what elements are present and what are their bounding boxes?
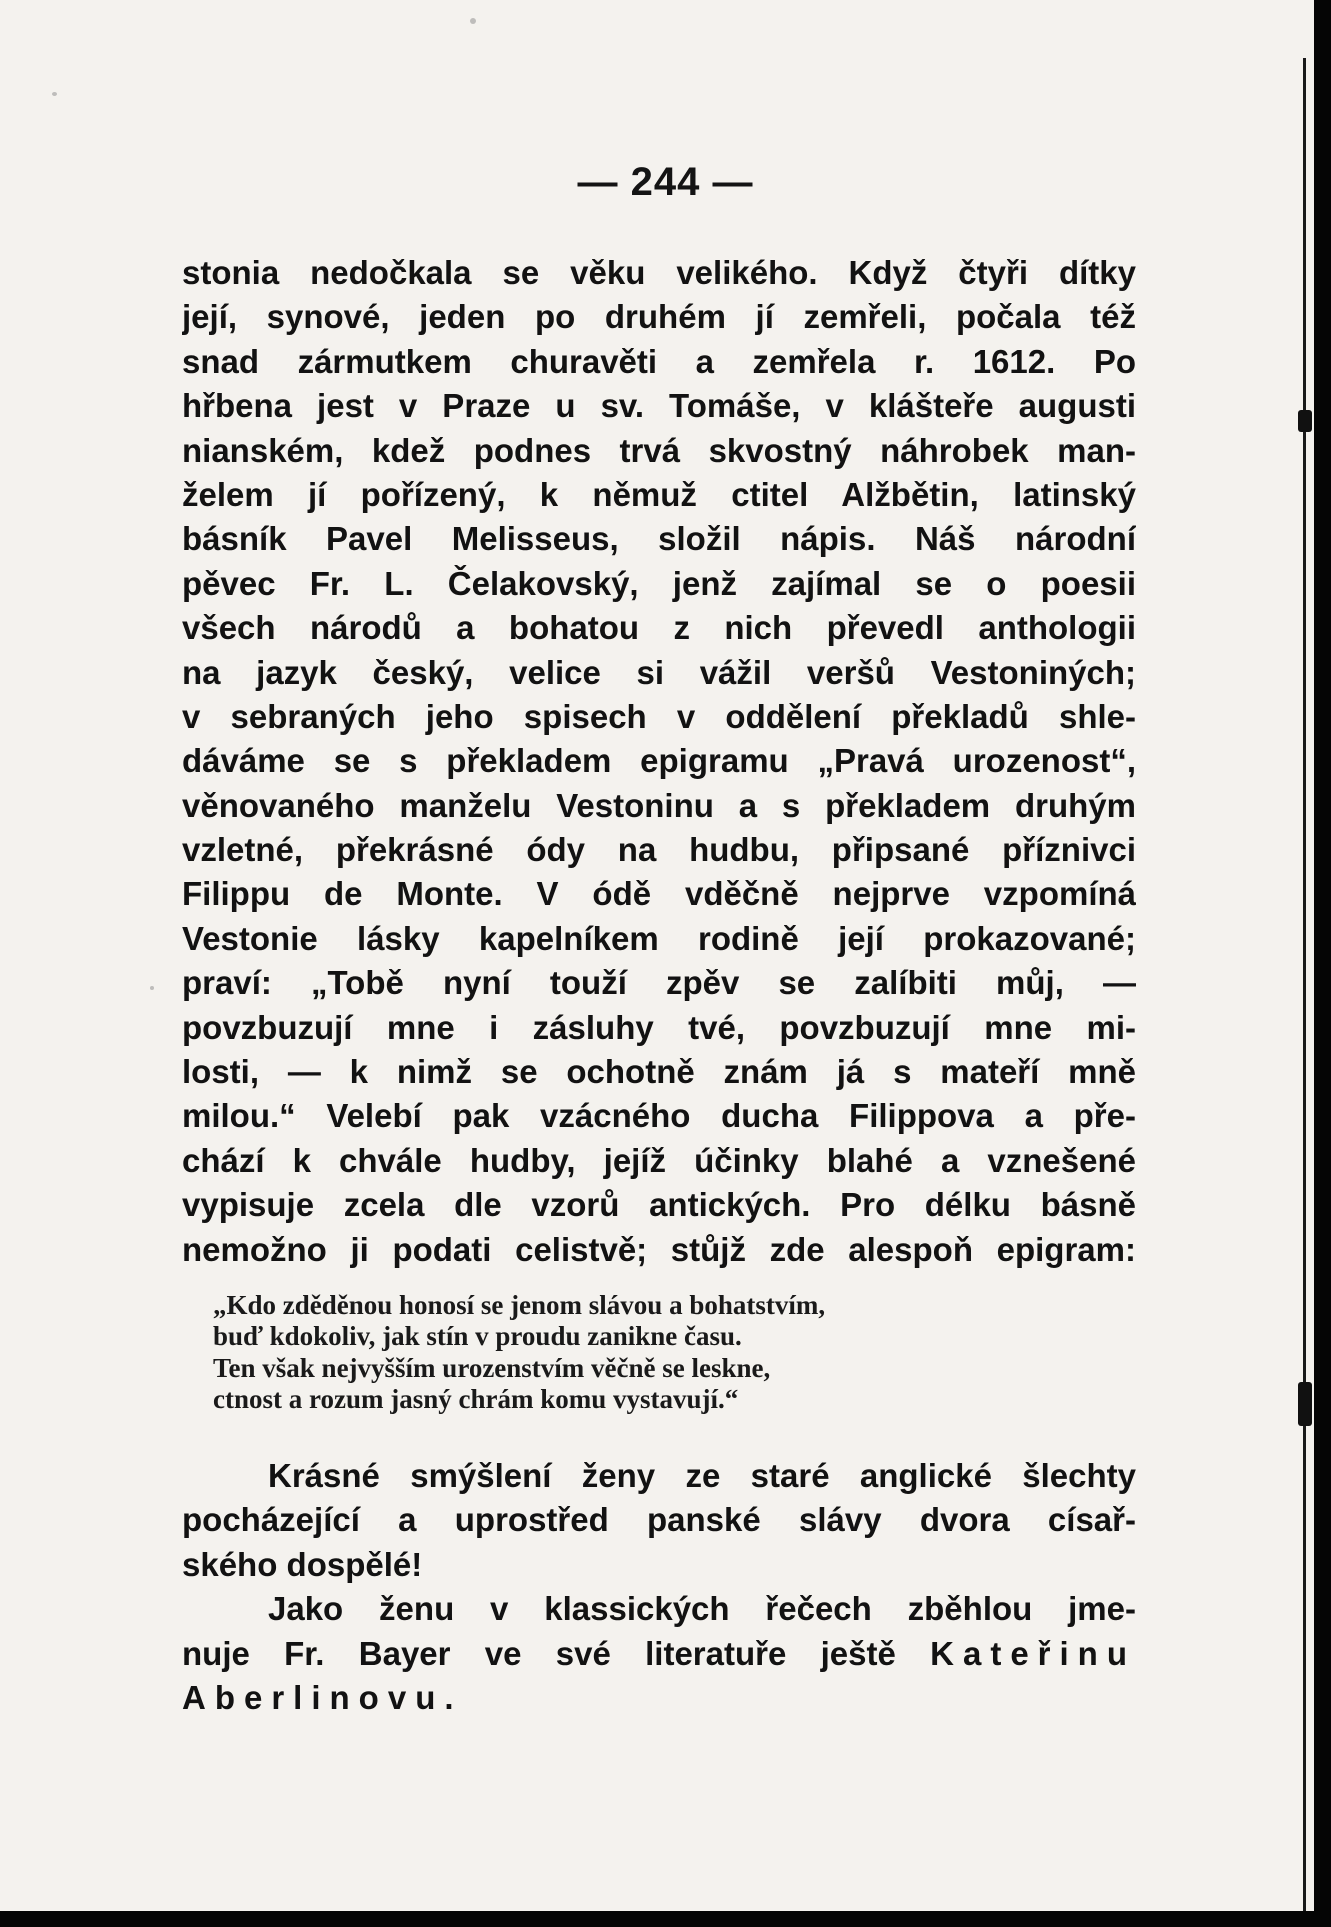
- text-line: vypisuje zcela dle vzorů antických. Pro délku básně: [182, 1186, 1136, 1224]
- text-line: milou.“ Velebí pak vzácného ducha Filippova a pře-: [182, 1097, 1136, 1135]
- text-line: na jazyk český, velice si vážil veršů Vestoniných;: [182, 653, 1136, 691]
- text-line: praví: „Tobě nyní touží zpěv se zalíbiti můj, —: [182, 964, 1136, 1002]
- text-line: Jako ženu v klassických řečech zběhlou jme-: [268, 1590, 1136, 1628]
- page-edge-line: [1303, 58, 1306, 1911]
- text-line: hřbena jest v Praze u sv. Tomáše, v klášteře augusti: [182, 387, 1136, 425]
- text-line: věnovaného manželu Vestoninu a s překladem druhým: [182, 786, 1136, 824]
- text-line: losti, — k nimž se ochotně znám já s mateří mně: [182, 1053, 1136, 1091]
- paper-speck: [470, 18, 476, 24]
- text-line: stonia nedočkala se věku velikého. Když čtyři dítky: [182, 254, 1136, 291]
- text-line: v sebraných jeho spisech v oddělení překladů shle-: [182, 697, 1136, 735]
- text-line: [182, 1676, 1136, 1720]
- page-number: — 244 —: [577, 160, 754, 204]
- text-line: želem jí pořízený, k němuž ctitel Alžbětin, latinský: [182, 475, 1136, 513]
- person-name: Aberlinovu: [182, 1678, 445, 1716]
- text-line: Filippu de Monte. V ódě vděčně nejprve vzpomíná: [182, 875, 1136, 913]
- text-line: povzbuzují mne i zásluhy tvé, povzbuzují mne mi-: [182, 1008, 1136, 1046]
- text-fragment: .: [444, 1678, 454, 1716]
- text-line: nemožno ji podati celistvě; stůjž zde alespoň epigram:: [182, 1230, 1136, 1268]
- paper-speck: [150, 986, 154, 990]
- paper-speck: [52, 92, 57, 96]
- closing-text: [182, 1454, 1136, 1720]
- text-line: snad zármutkem churavěti a zemřela r. 1612. Po: [182, 342, 1136, 380]
- main-text: [182, 251, 1136, 1272]
- edge-notch-mark: [1298, 1382, 1312, 1426]
- text-line: nianském, kdež podnes trvá skvostný náhrobek man-: [182, 431, 1136, 469]
- edge-notch-mark: [1298, 410, 1312, 432]
- text-line: Krásné smýšlení ženy ze staré anglické šlechty: [268, 1457, 1136, 1494]
- text-line: [182, 1632, 1136, 1676]
- text-line: pěvec Fr. L. Čelakovský, jenž zajímal se o poesii: [182, 564, 1136, 602]
- epigram-line: ctnost a rozum jasný chrám komu vystavují.“: [213, 1383, 739, 1414]
- text-line: Vestonie lásky kapelníkem rodině její prokazované;: [182, 919, 1136, 957]
- text-line: vzletné, překrásné ódy na hudbu, připsané příznivci: [182, 831, 1136, 869]
- text-line: pocházející a uprostřed panské slávy dvora císař-: [182, 1501, 1136, 1539]
- epigram-line: „Kdo zděděnou honosí se jenom slávou a bohatstvím,: [213, 1290, 826, 1320]
- text-line: ského dospělé!: [182, 1545, 423, 1583]
- epigram-line: Ten však nejvyšším urozenstvím věčně se leskne,: [213, 1352, 771, 1383]
- epigram-line: buď kdokoliv, jak stín v proudu zanikne času.: [213, 1321, 742, 1352]
- text-line: chází k chvále hudby, jejíž účinky blahé a vznešené: [182, 1141, 1136, 1179]
- text-line: všech národů a bohatou z nich převedl anthologii: [182, 609, 1136, 647]
- text-fragment: nuje Fr. Bayer ve své literatuře ještě: [182, 1634, 896, 1672]
- text-line: dáváme se s překladem epigramu „Pravá urozenost“,: [182, 742, 1136, 780]
- text-line: její, synové, jeden po druhém jí zemřeli, počala též: [182, 298, 1136, 336]
- person-name: Kateřinu: [930, 1634, 1136, 1672]
- epigram-quote: [213, 1290, 1113, 1415]
- text-line: básník Pavel Melisseus, složil nápis. Náš národní: [182, 520, 1136, 558]
